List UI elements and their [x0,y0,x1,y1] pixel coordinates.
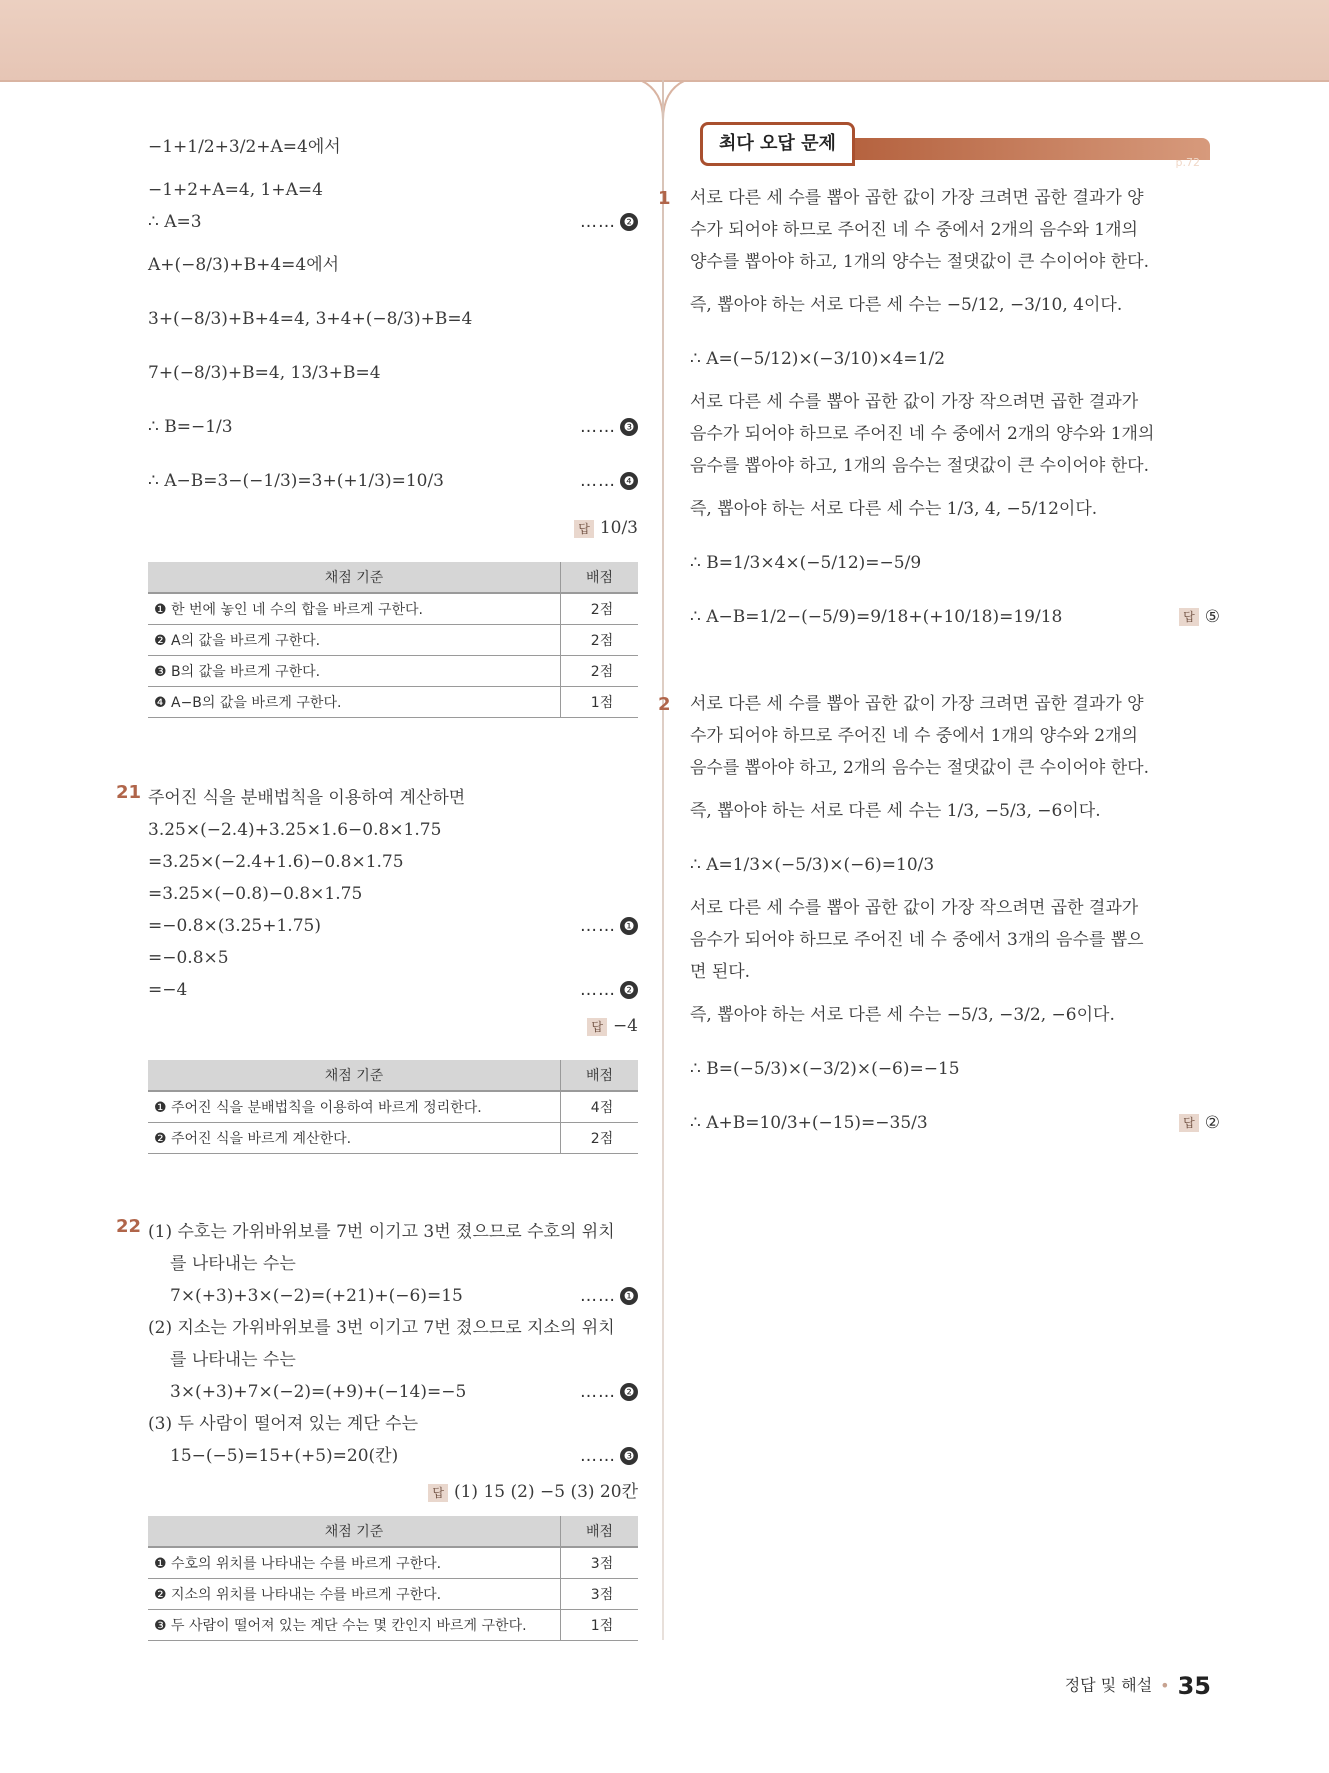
problem-22: 22 (1) 수호는 가위바위보를 7번 이기고 3번 졌으므로 수호의 위치 를 나타내는 수는 7×(+3)+3×(−2)=(+21)+(−6)=15 …… ❶ (2) 지소는 가위바위보를 3번 이기고 7번 졌으므로 지소의 위치 를 나타내는 수는 3×(+3)+7×(−2)=(+9)+(−14)=−5 …… ❷ (3) 두 사람이 떨어져 있는 계단 수는 15−(−5)=15+(+5)=20(칸) …… ❸ 답 (1) 15 (2) −5 (3) 20칸 채점 기준 배점 ❶ 수호의 위치를 나타내는 수를 바르게 구한다. 3점 ❷ 지소의 위치를 나타내는 수를 바르게 구한다. 3점 ❸ 두 사람이 떨어져 있는 계단 수는 몇 칸인지 바르게 구한다. 1점 [148,1216,638,1641]
marker-2: …… ❷ [580,206,638,238]
answer-2: 답 ② [1179,1096,1220,1150]
scoring-table-21: 채점 기준 배점 ❶ 주어진 식을 분배법칙을 이용하여 바르게 정리한다. 4점 ❷ 주어진 식을 바르게 계산한다. 2점 [148,1060,638,1154]
problem-number: 22 [116,1216,142,1237]
work-line: −1+1/2+3/2+A=4에서 [148,137,341,157]
answer-1: 답 ⑤ [1179,590,1220,644]
section-title: 최다 오답 문제 [700,122,855,166]
work-line: 3+(−8/3)+B+4=4, 3+4+(−8/3)+B=4 [148,309,473,329]
marker-4: …… ❹ [580,454,638,508]
right-column [658,182,1220,1150]
problem-21: 21 주어진 식을 분배법칙을 이용하여 계산하면 3.25×(−2.4)+3.25×1.6−0.8×1.75 =3.25×(−2.4+1.6)−0.8×1.75 =3.25×(−0.8)−0.8×1.75 =−0.8×(3.25+1.75) …… ❶ =−0.8×5 =−4 …… ❷ 답 −4 채점 기준 배점 ❶ 주어진 식을 분배법칙을 이용하여 바르게 정리한다. 4점 ❷ 주어진 식을 바르게 계산한다. 2점 [148,782,638,1154]
problem-2: 2 서로 다른 세 수를 뽑아 곱한 값이 가장 크려면 곱한 결과가 양 수가 되어야 하므로 주어진 네 수 중에서 1개의 양수와 2개의 음수를 뽑아야 하고, 2개의 음수는 절댓값이 큰 수이어야 한다. 즉, 뽑아야 하는 서로 다른 세 수는 1/3, −5/3, −6이다. ∴ A=1/3×(−5/3)×(−6)=10/3 서로 다른 세 수를 뽑아 곱한 값이 가장 작으려면 곱한 결과가 음수가 되어야 하므로 주어진 네 수 중에서 3개의 음수를 뽑으 면 된다. 즉, 뽑아야 하는 서로 다른 세 수는 −5/3, −3/2, −6이다. ∴ B=(−5/3)×(−3/2)×(−6)=−15 ∴ A+B=10/3+(−15)=−35/3 답 ② [690,688,1220,1150]
section-page-ref: p.72 [1175,156,1200,169]
work-line: −1+2+A=4, 1+A=4 [148,180,323,200]
footer-label: 정답 및 해설 [1064,1675,1153,1695]
scoring-table-20: 채점 기준 배점 ❶ 한 번에 놓인 네 수의 합을 바르게 구한다. 2점 ❷ A의 값을 바르게 구한다. 2점 ❸ B의 값을 바르게 구한다. 2점 ❹ A−B의 값을 바르게 구한다. 1점 [148,562,638,718]
marker-1: …… ❶ [580,1280,638,1312]
marker-2: …… ❷ [580,1376,638,1408]
problem-number: 1 [658,188,671,209]
problem-number: 2 [658,694,671,715]
work-line: ∴ B=−1/3 …… ❸ [148,400,638,454]
marker-2: …… ❷ [580,974,638,1006]
work-line: 7+(−8/3)+B=4, 13/3+B=4 [148,363,381,383]
work-line: ∴ A=3 …… ❷ [148,206,638,238]
work-line: ∴ A−B=3−(−1/3)=3+(+1/3)=10/3 …… ❹ [148,454,638,508]
page-divider [662,80,664,1640]
answer-21: 답 −4 [148,1006,638,1046]
work-line: A+(−8/3)+B+4=4에서 [148,255,340,275]
marker-1: …… ❶ [580,910,638,942]
answer-20: 답 10/3 [148,508,638,548]
section-bar [800,138,1210,169]
page-number: 35 [1177,1672,1211,1700]
left-column [116,120,638,1641]
marker-3: …… ❸ [580,400,638,454]
page-footer: 정답 및 해설 • 35 [1064,1672,1211,1700]
answer-22: 답 (1) 15 (2) −5 (3) 20칸 [148,1472,638,1512]
section-header [700,122,1210,169]
scoring-table-22: 채점 기준 배점 ❶ 수호의 위치를 나타내는 수를 바르게 구한다. 3점 ❷ 지소의 위치를 나타내는 수를 바르게 구한다. 3점 ❸ 두 사람이 떨어져 있는 계단 수는 몇 칸인지 바르게 구한다. 1점 [148,1516,638,1641]
page-top-band [0,0,1329,82]
marker-3: …… ❸ [580,1440,638,1472]
problem-number: 21 [116,782,142,803]
problem-1: 1 서로 다른 세 수를 뽑아 곱한 값이 가장 크려면 곱한 결과가 양 수가 되어야 하므로 주어진 네 수 중에서 2개의 음수와 1개의 양수를 뽑아야 하고, 1개의 양수는 절댓값이 큰 수이어야 한다. 즉, 뽑아야 하는 서로 다른 세 수는 −5/12, −3/10, 4이다. ∴ A=(−5/12)×(−3/10)×4=1/2 서로 다른 세 수를 뽑아 곱한 값이 가장 작으려면 곱한 결과가 음수가 되어야 하므로 주어진 네 수 중에서 2개의 양수와 1개의 음수를 뽑아야 하고, 1개의 음수는 절댓값이 큰 수이어야 한다. 즉, 뽑아야 하는 서로 다른 세 수는 1/3, 4, −5/12이다. ∴ B=1/3×4×(−5/12)=−5/9 ∴ A−B=1/2−(−5/9)=9/18+(+10/18)=19/18 답 ⑤ [690,182,1220,644]
